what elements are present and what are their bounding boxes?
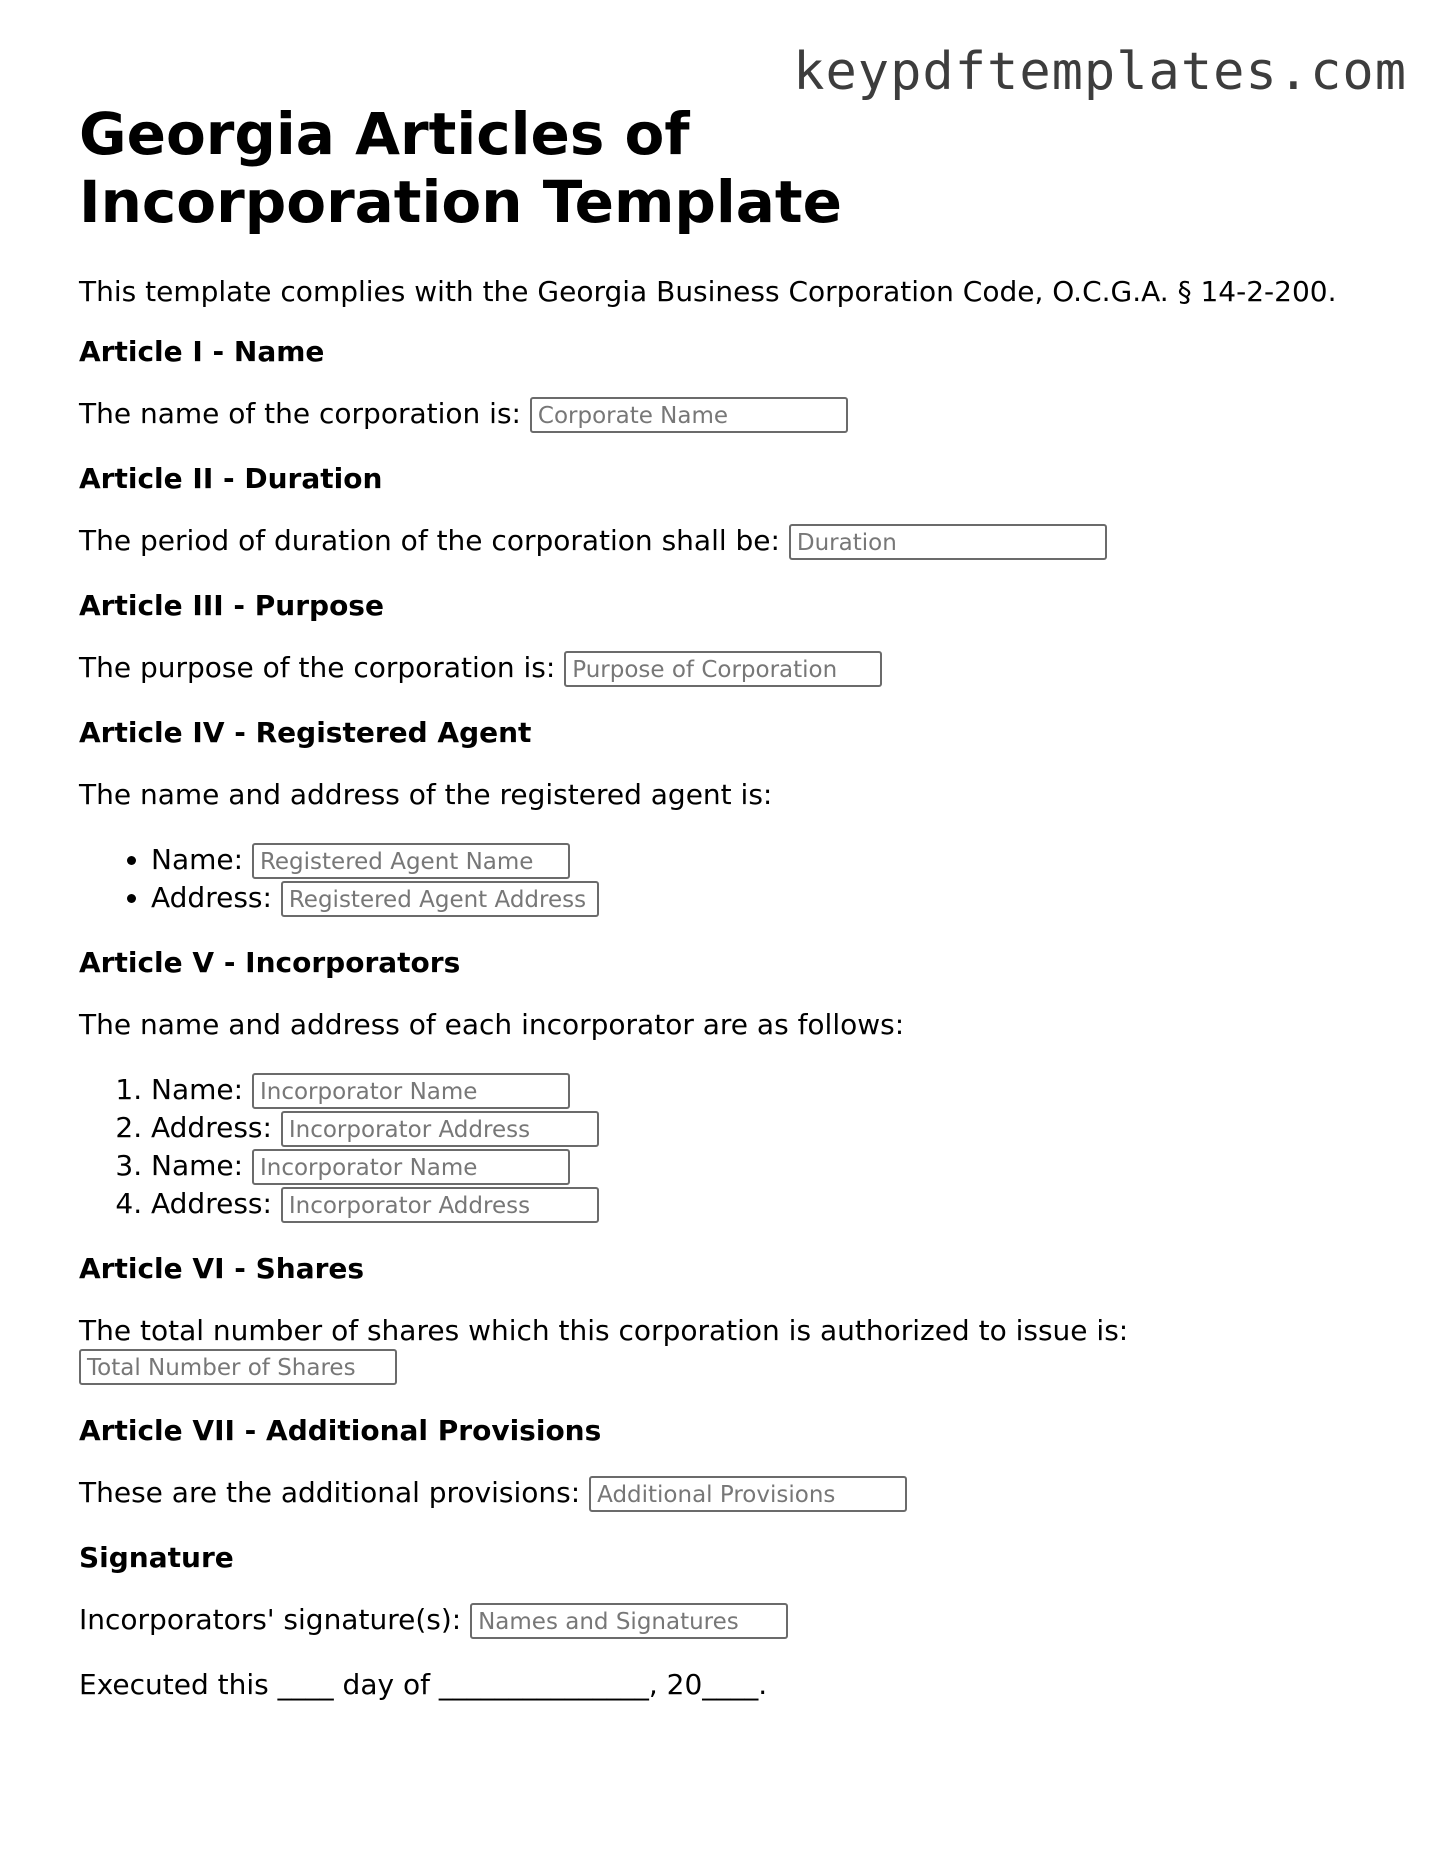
agent-address-field[interactable]: Registered Agent Address xyxy=(281,881,599,917)
list-item xyxy=(151,1147,1389,1185)
article-shares-text xyxy=(79,1313,1389,1385)
purpose-field[interactable]: Purpose of Corporation xyxy=(564,651,882,687)
signatures-field[interactable]: Names and Signatures xyxy=(470,1603,788,1639)
incorporator-2-address-field[interactable]: Incorporator Address xyxy=(281,1187,599,1223)
article-incorporators-text: The name and address of each incorporator are as follows: xyxy=(79,1008,905,1041)
signature-label: Incorporators' signature(s): xyxy=(79,1603,462,1636)
total-shares-field[interactable]: Total Number of Shares xyxy=(79,1349,397,1385)
article-provisions-text xyxy=(79,1475,1389,1512)
article-name-label: The name of the corporation is: xyxy=(79,397,521,430)
article-purpose-label: The purpose of the corporation is: xyxy=(79,651,556,684)
signature-heading: Signature xyxy=(79,1541,234,1574)
list-item xyxy=(151,1109,1389,1147)
article-shares-heading: Article VI - Shares xyxy=(79,1252,365,1285)
incorporator-2-address-label: Address: xyxy=(151,1187,272,1220)
document-body xyxy=(79,100,1389,1703)
agent-list xyxy=(79,841,1389,917)
additional-provisions-field[interactable]: Additional Provisions xyxy=(589,1476,907,1512)
article-duration-label: The period of duration of the corporation shall be: xyxy=(79,524,780,557)
incorporator-2-name-label: Name: xyxy=(151,1149,244,1182)
article-shares-label: The total number of shares which this corporation is authorized to issue is: xyxy=(79,1314,1129,1347)
corporate-name-field[interactable]: Corporate Name xyxy=(530,397,848,433)
watermark: keypdftemplates.com xyxy=(793,42,1407,102)
list-item xyxy=(151,879,1389,917)
agent-address-label: Address: xyxy=(151,881,272,914)
incorporator-1-address-label: Address: xyxy=(151,1111,272,1144)
agent-name-label: Name: xyxy=(151,843,244,876)
article-purpose-text xyxy=(79,650,1389,687)
article-provisions-label: These are the additional provisions: xyxy=(79,1476,581,1509)
incorporator-2-name-field[interactable]: Incorporator Name xyxy=(252,1149,570,1185)
list-item xyxy=(151,1071,1389,1109)
article-purpose-heading: Article III - Purpose xyxy=(79,589,384,622)
executed-line: Executed this ____ day of _______________, 20____. xyxy=(79,1668,768,1701)
list-item xyxy=(151,1185,1389,1223)
signature-text xyxy=(79,1602,1389,1639)
article-duration-text xyxy=(79,523,1389,560)
incorporator-1-name-label: Name: xyxy=(151,1073,244,1106)
article-duration-heading: Article II - Duration xyxy=(79,462,383,495)
article-provisions-heading: Article VII - Additional Provisions xyxy=(79,1414,602,1447)
agent-name-field[interactable]: Registered Agent Name xyxy=(252,843,570,879)
incorporator-1-address-field[interactable]: Incorporator Address xyxy=(281,1111,599,1147)
intro-text: This template complies with the Georgia Business Corporation Code, O.C.G.A. § 14-2-200. xyxy=(79,275,1337,308)
list-item xyxy=(151,841,1389,879)
article-name-text xyxy=(79,396,1389,433)
page-title: Georgia Articles of Incorporation Template xyxy=(79,100,842,236)
article-name-heading: Article I - Name xyxy=(79,335,325,368)
article-incorporators-heading: Article V - Incorporators xyxy=(79,946,461,979)
article-agent-text: The name and address of the registered agent is: xyxy=(79,778,773,811)
incorporator-1-name-field[interactable]: Incorporator Name xyxy=(252,1073,570,1109)
duration-field[interactable]: Duration xyxy=(789,524,1107,560)
incorporators-list xyxy=(79,1071,1389,1223)
article-agent-heading: Article IV - Registered Agent xyxy=(79,716,532,749)
